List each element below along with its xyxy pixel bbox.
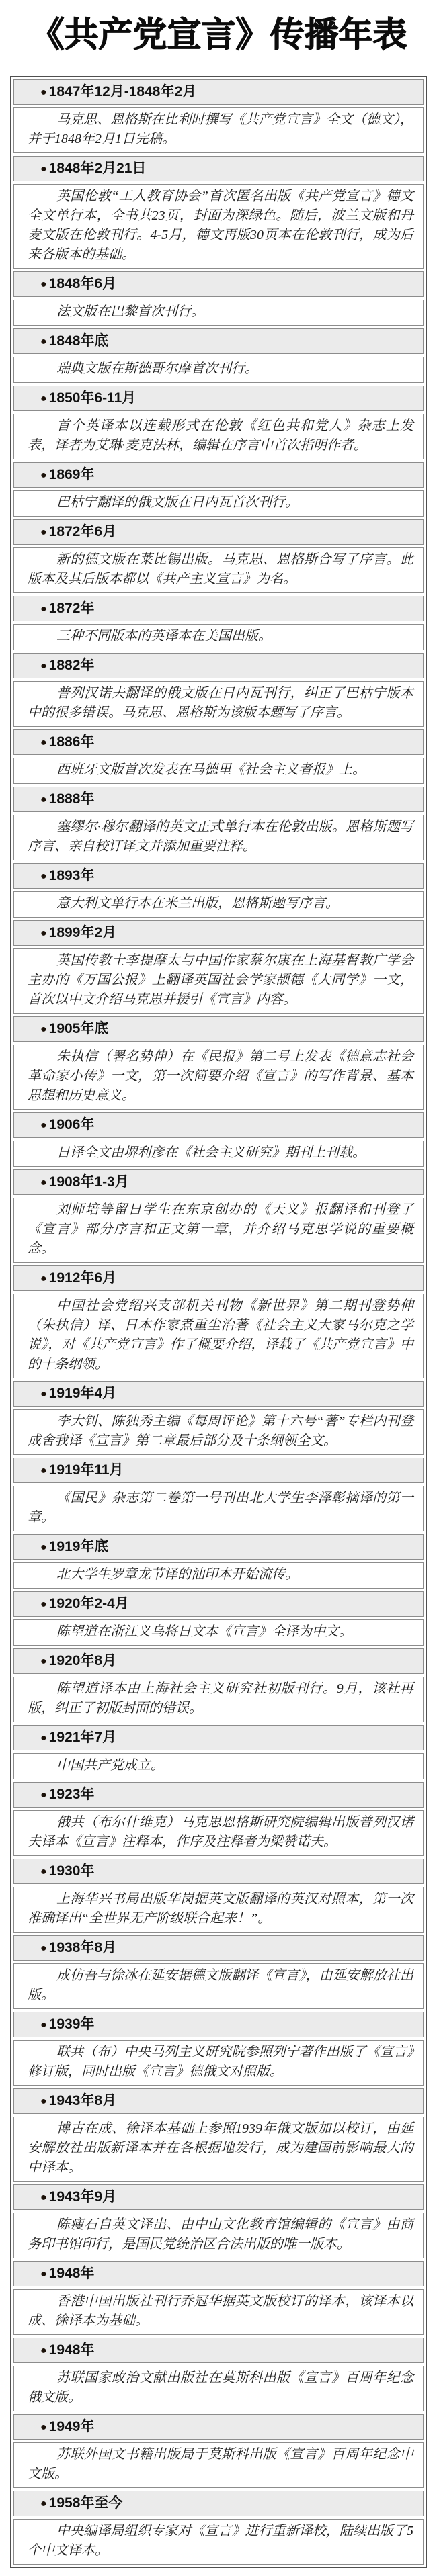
timeline-entry-date (13, 1591, 424, 1617)
timeline-entry-date (13, 462, 424, 488)
timeline-date-label: 1919年底 (48, 1538, 109, 1554)
bullet-icon: ● (40, 1388, 47, 1400)
timeline-entry-text: 北大学生罗章龙节译的油印本开始流传。 (13, 1562, 424, 1589)
timeline-entry-date (13, 1016, 424, 1042)
bullet-icon: ● (40, 1464, 47, 1476)
timeline-date-label: 1920年2-4月 (48, 1595, 129, 1611)
bullet-icon: ● (40, 1942, 47, 1954)
bullet-icon: ● (40, 1732, 47, 1744)
timeline-date-label: 1850年6-11月 (48, 390, 136, 406)
timeline-entry-date (13, 2414, 424, 2440)
bullet-icon: ● (40, 526, 47, 538)
timeline-entry-date (13, 1265, 424, 1291)
timeline-entry-text: 中央编译局组织专家对《宣言》进行重新译校，陆续出版了5个中文译本。 (13, 2519, 424, 2565)
timeline-entry-date (13, 1782, 424, 1808)
timeline-entry-text: 巴枯宁翻译的俄文版在日内瓦首次刊行。 (13, 490, 424, 517)
timeline-table (10, 76, 427, 2568)
bullet-icon: ● (40, 870, 47, 882)
page-title: 《共产党宣言》传播年表 (30, 15, 407, 55)
timeline-entry-text: 香港中国出版社刊行乔冠华据英文版校订的译本，该译本以成、徐译本为基础。 (13, 2289, 424, 2335)
timeline-entry-date (13, 1112, 424, 1138)
timeline-entry-text: 李大钊、陈独秀主编《每周评论》第十六号“著”专栏内刊登成舍我译《宣言》第二章最后部分及十条纲领全文。 (13, 1409, 424, 1455)
timeline-entry-text: 上海华兴书局出版华岗据英文版翻译的英汉对照本，第一次准确译出“全世界无产阶级联合起来！”。 (13, 1887, 424, 1933)
timeline-entry-text: 英国伦敦“工人教育协会”首次匿名出版《共产党宣言》德文全文单行本，全书共23页，封面为深绿色。随后，波兰文版和丹麦文版在伦敦刊行。4-5月，德文再版30页本在伦敦刊行，成为后来各版本的基础。 (13, 184, 424, 269)
timeline-entry-text: 陈瘦石自英文译出、由中山文化教育馆编辑的《宣言》由商务印书馆印行，是国民党统治区合法出版的唯一版本。 (13, 2213, 424, 2258)
timeline-entry-date (13, 386, 424, 411)
timeline-entry-date (13, 920, 424, 946)
timeline-date-label: 1848年2月21日 (48, 160, 147, 176)
timeline-date-label: 1848年6月 (48, 275, 117, 292)
bullet-icon: ● (40, 793, 47, 805)
timeline-entry-date (13, 653, 424, 678)
timeline-entry-text: 三种不同版本的英译本在美国出版。 (13, 624, 424, 650)
timeline-entry-text: 刘师培等留日学生在东京创办的《天义》报翻译和刊登了《宣言》部分序言和正文第一章，并介绍马克思学说的重要概念。 (13, 1198, 424, 1263)
timeline-date-label: 1906年 (48, 1116, 95, 1132)
timeline-date-label: 1888年 (48, 791, 95, 807)
timeline-date-label: 1948年 (48, 2342, 95, 2358)
bullet-icon: ● (40, 86, 47, 98)
timeline-entry-text: 英国传教士李提摩太与中国作家蔡尔康在上海基督教广学会主办的《万国公报》上翻译英国社会学家颉德《大同学》一文，首次以中文介绍马克思并援引《宣言》内容。 (13, 948, 424, 1014)
timeline-date-label: 1869年 (48, 466, 95, 482)
bullet-icon: ● (40, 335, 47, 347)
timeline-entry-text: 西班牙文版首次发表在马德里《社会主义者报》上。 (13, 758, 424, 784)
timeline-entry-text: 法文版在巴黎首次刊行。 (13, 300, 424, 326)
timeline-entry-text: 马克思、恩格斯在比利时撰写《共产党宣言》全文（德文），并于1848年2月1日完稿。 (13, 107, 424, 153)
timeline-entry-text: 首个英译本以连载形式在伦敦《红色共和党人》杂志上发表，译者为艾琳·麦克法林，编辑在序言中首次指明作者。 (13, 414, 424, 459)
timeline-entry-text: 新的德文版在莱比锡出版。马克思、恩格斯合写了序言。此版本及其后版本都以《共产主义宣言》为名。 (13, 547, 424, 593)
bullet-icon: ● (40, 1655, 47, 1667)
timeline-entry-text: 联共（布）中央马列主义研究院参照列宁著作出版了《宣言》修订版，同时出版《宣言》德俄文对照版。 (13, 2040, 424, 2086)
bullet-icon: ● (40, 1865, 47, 1877)
timeline-date-label: 1939年 (48, 2016, 95, 2032)
timeline-entry-text: 塞缪尔·穆尔翻译的英文正式单行本在伦敦出版。恩格斯题写序言、亲自校订译文并添加重要注释。 (13, 815, 424, 860)
timeline-date-label: 1919年11月 (48, 1462, 124, 1478)
bullet-icon: ● (40, 469, 47, 481)
bullet-icon: ● (40, 2421, 47, 2433)
timeline-date-label: 1908年1-3月 (48, 1173, 129, 1190)
timeline-entry-date (13, 271, 424, 297)
bullet-icon: ● (40, 660, 47, 672)
bullet-icon: ● (40, 1789, 47, 1801)
timeline-date-label: 1923年 (48, 1786, 95, 1802)
timeline-entry-date (13, 2491, 424, 2516)
bullet-icon: ● (40, 1272, 47, 1284)
timeline-date-label: 1943年9月 (48, 2188, 117, 2205)
timeline-entry-date (13, 1169, 424, 1195)
timeline-date-label: 1949年 (48, 2418, 95, 2434)
bullet-icon: ● (40, 2018, 47, 2031)
timeline-date-label: 1921年7月 (48, 1729, 117, 1745)
bullet-icon: ● (40, 1176, 47, 1188)
timeline-entry-date (13, 596, 424, 621)
timeline-entry-text: 苏联国家政治文献出版社在莫斯科出版《宣言》百周年纪念俄文版。 (13, 2366, 424, 2411)
timeline-entry-text: 意大利文单行本在米兰出版，恩格斯题写序言。 (13, 891, 424, 918)
bullet-icon: ● (40, 927, 47, 939)
timeline-entry-date (13, 1381, 424, 1407)
bullet-icon: ● (40, 2268, 47, 2280)
timeline-entry-date (13, 1534, 424, 1560)
timeline-entry-date (13, 156, 424, 181)
timeline-entry-date (13, 2261, 424, 2286)
timeline-entry-date (13, 519, 424, 545)
timeline-date-label: 1912年6月 (48, 1270, 117, 1286)
timeline-date-label: 1899年2月 (48, 924, 117, 940)
timeline-entry-text: 苏联外国文书籍出版局于莫斯科出版《宣言》百周年纪念中文版。 (13, 2442, 424, 2488)
bullet-icon: ● (40, 163, 47, 175)
timeline-entry-date (13, 2088, 424, 2114)
timeline-entry-text: 朱执信（署名势伸）在《民报》第二号上发表《德意志社会革命家小传》一文，第一次简要介绍《宣言》的写作背景、基本思想和历史意义。 (13, 1045, 424, 1110)
timeline-date-label: 1905年底 (48, 1020, 109, 1036)
timeline-date-label: 1848年底 (48, 332, 109, 349)
timeline-date-label: 1919年4月 (48, 1385, 117, 1401)
timeline-date-label: 1943年8月 (48, 2092, 117, 2108)
bullet-icon: ● (40, 278, 47, 290)
timeline-entry-date (13, 2184, 424, 2210)
bullet-icon: ● (40, 603, 47, 615)
timeline-entry-date (13, 787, 424, 812)
timeline-entry-text: 瑞典文版在斯德哥尔摩首次刊行。 (13, 357, 424, 383)
timeline-entry-date (13, 1648, 424, 1674)
bullet-icon: ● (40, 2497, 47, 2510)
timeline-entry-date (13, 1725, 424, 1750)
timeline-entry-text: 博古在成、徐译本基础上参照1939年俄文版加以校订，由延安解放社出版新译本并在各根据地发行，成为建国前影响最大的中译本。 (13, 2117, 424, 2182)
timeline-entry-text: 中国共产党成立。 (13, 1753, 424, 1779)
timeline-date-label: 1886年 (48, 734, 95, 750)
timeline-entry-date (13, 1859, 424, 1884)
timeline-entry-date (13, 729, 424, 755)
timeline-entry-text: 成仿吾与徐冰在延安据德文版翻译《宣言》，由延安解放社出版。 (13, 1963, 424, 2009)
bullet-icon: ● (40, 2095, 47, 2107)
timeline-entry-date (13, 79, 424, 105)
timeline-date-label: 1893年 (48, 867, 95, 883)
bullet-icon: ● (40, 1541, 47, 1553)
bullet-icon: ● (40, 1119, 47, 1131)
bullet-icon: ● (40, 2191, 47, 2203)
timeline-entry-text: 陈望道在浙江义乌将日文本《宣言》全译为中文。 (13, 1619, 424, 1646)
timeline-entry-date (13, 328, 424, 354)
timeline-entry-text: 中国社会党绍兴支部机关刊物《新世界》第二期刊登势伸（朱执信）译、日本作家煮重尘治著《社会主义大家马尔克之学说》，对《共产党宣言》作了概要介绍，译载了《共产党宣言》中的十条纲领。 (13, 1294, 424, 1378)
timeline-date-label: 1938年8月 (48, 1939, 117, 1955)
bullet-icon: ● (40, 392, 47, 404)
timeline-entry-date (13, 2012, 424, 2037)
page (0, 16, 437, 2568)
timeline-entry-text: 日译全文由堺利彦在《社会主义研究》期刊上刊载。 (13, 1141, 424, 1167)
timeline-date-label: 1872年6月 (48, 523, 117, 539)
timeline-entry-date (13, 2338, 424, 2363)
bullet-icon: ● (40, 1023, 47, 1035)
timeline-entry-text: 《国民》杂志第二卷第一号刊出北大学生李泽彰摘译的第一章。 (13, 1486, 424, 1531)
timeline-date-label: 1882年 (48, 657, 95, 673)
timeline-entry-date (13, 1458, 424, 1483)
timeline-entry-text: 俄共（布尔什维克）马克思恩格斯研究院编辑出版普列汉诺夫译本《宣言》注释本，作序及注释者为梁赞诺夫。 (13, 1810, 424, 1856)
timeline-date-label: 1872年 (48, 600, 95, 616)
timeline-date-label: 1930年 (48, 1863, 95, 1879)
timeline-date-label: 1948年 (48, 2265, 95, 2281)
bullet-icon: ● (40, 736, 47, 748)
timeline-entry-text: 陈望道译本由上海社会主义研究社初版刊行。9月，该社再版，纠正了初版封面的错误。 (13, 1677, 424, 1722)
bullet-icon: ● (40, 1598, 47, 1610)
bullet-icon: ● (40, 2344, 47, 2356)
timeline-date-label: 1920年8月 (48, 1652, 117, 1669)
timeline-entry-text: 普列汉诺夫翻译的俄文版在日内瓦刊行，纠正了巴枯宁版本中的很多错误。马克思、恩格斯为该版本题写了序言。 (13, 681, 424, 727)
timeline-date-label: 1847年12月-1848年2月 (48, 83, 197, 99)
timeline-entry-date (13, 863, 424, 889)
timeline-date-label: 1958年至今 (48, 2495, 123, 2511)
